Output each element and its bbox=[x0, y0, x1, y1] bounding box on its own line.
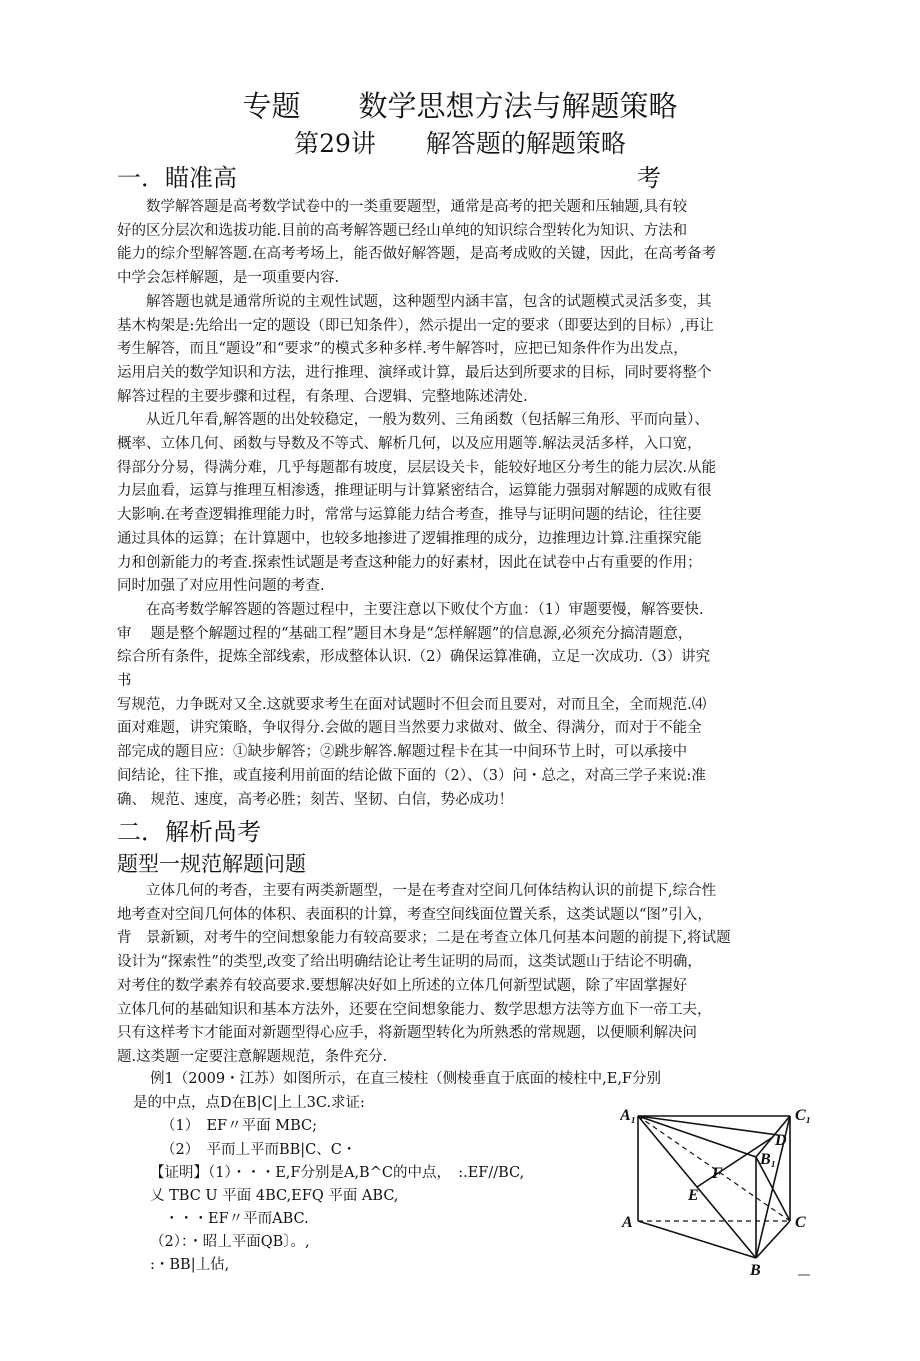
text-line: 立体几何的考杳，主要有两类新题型，一是在考査对空间几何体结构认识的前提下,综合性 bbox=[117, 883, 717, 899]
text-line: 地考查对空间几何体的体积、表面积的计算，考查空间线面位置关系，这类试题以“图”引入， bbox=[117, 906, 712, 923]
proof-line: ・・・EF〃平而ABC. bbox=[150, 1211, 309, 1227]
lecture-subtitle: 第29讲 解答题的解题策略 bbox=[294, 129, 626, 158]
text-line: 间结论，往下推，或直接利用前面的结论做下面的（2）、（3）问・总之，对高三学子来说:准 bbox=[117, 767, 706, 784]
label-c1: C₁ bbox=[795, 1107, 812, 1124]
text-line: 通过具体的运算；在计算题中，也较多地掺进了逻辑推理的成分，边推理边计算.注重探究能 bbox=[117, 530, 702, 547]
text-line: 能力的综介型解答题.在高考考场上，能否做好解答题，是高考成败的关键，因此，在高考备考 bbox=[117, 246, 717, 263]
section2-paragraph bbox=[117, 880, 731, 1070]
example-title: 例1（2009・江苏）如图所示，在直三棱柱（侧棱垂直于底面的棱柱中,E,F分别 bbox=[150, 1071, 661, 1087]
text-line: 大影响.在考查逻辑推理能力时，常常与运算能力结合考查，推导与证明问题的结论，往往要 bbox=[117, 507, 702, 524]
text-line: 立体几何的基础知识和基本方法外，还要在空间想象能力、数学思想方法等方血下一帝工夫， bbox=[117, 1001, 712, 1018]
label-c: C bbox=[795, 1214, 806, 1231]
text-line: 部完成的题目应：①缺步解答；②跳步解答.解题过程卡在其一中间环节上时，可以承接中 bbox=[117, 744, 688, 761]
text-line: 考生解答，而且“题设”和“要求”的模式多种多样.考牛解答吋，应把已知条件作为出发点， bbox=[117, 341, 688, 358]
section1-heading-tail: 考 bbox=[637, 164, 661, 192]
prism-figure bbox=[620, 1100, 820, 1278]
text-line: 力层血看，运算与推理互相渗透，推理证明与计算紧密结合，运算能力强弱对解题的成败有很 bbox=[117, 483, 712, 500]
proof-block bbox=[150, 1162, 524, 1277]
text-line: 从近几年看,解答题的出处较稳定，一般为数列、三角函数（包括解三角形、平而向量）、 bbox=[117, 412, 709, 429]
label-a1: A₁ bbox=[620, 1107, 637, 1124]
text-line: 运用启关的数学知识和方法，进行推理、演绎或计算，最后达到所要求的目标，同时要将整个 bbox=[117, 364, 712, 381]
section1-heading: 一．瞄准高 bbox=[117, 164, 237, 192]
text-line: 概率、立体几何、函数与导数及不等式、解析几何，以及应用题等.解法灵活多样，入口宽， bbox=[117, 436, 702, 453]
text-line: 写规范，力争既对又全.这就要求考生在面对试题时不但会而且要对，对而且全，全而规范.⑷ bbox=[117, 696, 707, 713]
page-title: 专题 数学思想方法与解题策略 bbox=[242, 89, 678, 123]
text-line: 同时加强了对应用性问题的考查. bbox=[117, 578, 325, 595]
label-a: A bbox=[622, 1214, 633, 1231]
label-d: D bbox=[775, 1132, 787, 1149]
label-b1: B₁ bbox=[760, 1151, 777, 1168]
text-line: 确、 规范、速度，高考必胜；刻苦、坚韧、白信，势必成功！ bbox=[117, 791, 514, 808]
text-line: 只有这样考卞才能面对新题型得心应手，将新题型转化为所熟悉的常规题，以便顺利解决问 bbox=[117, 1025, 697, 1042]
segment-a1d bbox=[638, 1116, 778, 1135]
text-line: 解答题也就是通常所说的主观性试题，这种题型内涵丰富，包含的试题模式灵活多变，其 bbox=[117, 293, 712, 310]
text-line: 设计为“探索性”的类型,改变了给出明确结论让考生证明的局而，这类试题山于结论不明确， bbox=[117, 954, 702, 971]
example-item-1: （1） EF〃平面 MBC; bbox=[161, 1118, 317, 1134]
text-line: 审 题是整个解题过程的“基础工程”题目木身是“怎样解题”的信息源,必须充分搞清题意， bbox=[117, 625, 693, 642]
proof-line: 乂 TBC U 平面 4BC,EFQ 平面 ABC, bbox=[150, 1188, 399, 1204]
text-line: 好的区分层次和选拔功能.目前的高考解答题已经山单纯的知识综合型转化为知识、方法和 bbox=[117, 222, 688, 239]
text-line: 基木构架是:先给出一定的题设（即已知条件），然示提出一定的要求（即要达到的目标）,再让 bbox=[117, 317, 714, 334]
section1-paragraph bbox=[117, 196, 716, 812]
text-line: 力和创新能力的考査.探索性试题是考查这种能力的好素材，因此在试卷中占有重要的作用； bbox=[117, 554, 702, 571]
text-line: 对考住的数学素养有较高要求.要想解决好如上所述的立体几何新型试题，除了牢固掌握好 bbox=[117, 977, 688, 994]
text-line: 解答过程的主要步骤和过程，有条理、合逻辑、完整地陈述淸处. bbox=[117, 388, 528, 405]
text-line: 题.这类题一定要注意解题规范，条件充分. bbox=[117, 1048, 388, 1065]
label-e: E bbox=[688, 1187, 699, 1204]
section2-heading: 二．解析咼考 bbox=[117, 818, 261, 846]
text-line: 书 bbox=[117, 673, 132, 690]
proof-line: 【证明】（1）・・・E,F分别是A,B^C的中点， :.EF//BC, bbox=[150, 1165, 525, 1181]
proof-line: :・BB|丄佔, bbox=[150, 1257, 230, 1273]
label-f: F bbox=[712, 1165, 723, 1182]
label-b: B bbox=[750, 1262, 761, 1278]
text-line: 背 景新颖，对考牛的空间想象能力有较高要求；二是在考查立体几何基本问题的前提下,将试题 bbox=[117, 930, 731, 947]
section2-subheading: 题型一规范解题问题 bbox=[117, 852, 306, 876]
proof-line: （2）：・昭丄平面QB〕。, bbox=[150, 1234, 310, 1250]
edge-ab bbox=[638, 1221, 756, 1258]
text-line: 得部分分易，得满分难，几乎每题都有坡度，层层设关卡，能较好地区分考生的能力层次.从能 bbox=[117, 459, 717, 476]
text-line: 面对难题，讲究策略，争収得分.会做的题目当然要力求做对、做全、得满分，而对于不能全 bbox=[117, 720, 702, 737]
text-line: 数学解答题是高考数学试卷中的一类重要题型，通常是高考的把关题和压轴题,具有较 bbox=[117, 199, 688, 215]
text-line: 中学会怎样解题，是一项重要内容. bbox=[117, 270, 340, 287]
example-item-2: （2） 平而丄平而BB|C、C・ bbox=[161, 1142, 357, 1158]
text-line: 在高考数学解答题的答题过程中，主要注意以下败仗个方血：（1）审题要慢，解答要快. bbox=[117, 601, 704, 618]
example-statement: 是的中点，点D在B|C|上丄3C.求证: bbox=[133, 1095, 365, 1111]
text-line: 综合所有条件，捉炼全部线索，形成整体认识.（2）确保运算准确，立足一次成功.（3）讲究 bbox=[117, 649, 711, 666]
